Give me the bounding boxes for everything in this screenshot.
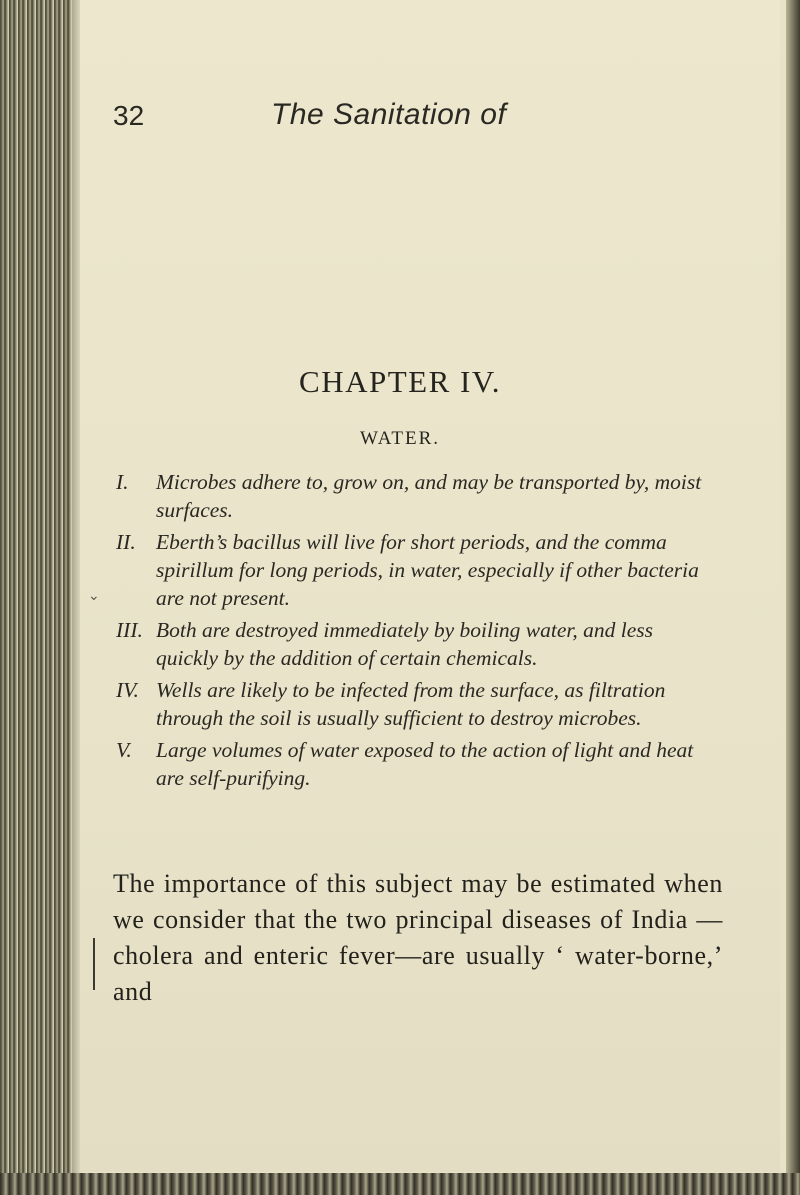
summary-text: Both are destroyed immediately by boiling water, and less quickly by the addition of certain chemicals. (156, 618, 654, 670)
summary-text: Eberth’s bacillus will live for short periods, and the comma spirillum for long periods, in water, especially if other bacteria are not present. (156, 530, 699, 610)
summary-numeral: III. (116, 618, 143, 642)
summary-text: Wells are likely to be infected from the surface, as filtration through the soil is usually sufficient to destroy microbes. (156, 678, 666, 730)
bottom-page-edge (0, 1173, 800, 1195)
chapter-title: CHAPTER IV. (299, 364, 501, 399)
margin-tick-mark: ⌄ (88, 589, 100, 604)
summary-numeral: I. (116, 470, 129, 494)
running-header (113, 100, 633, 140)
section-title: WATER. (359, 428, 441, 449)
chapter-summary-list (116, 468, 720, 796)
summary-item-2 (116, 528, 720, 612)
summary-numeral: V. (116, 738, 132, 762)
margin-pencil-mark (93, 938, 95, 990)
summary-numeral: II. (116, 530, 136, 554)
summary-item-1 (116, 468, 720, 524)
summary-text: Large volumes of water exposed to the action of light and heat are self-purifying. (156, 738, 694, 790)
running-title: The Sanitation of (271, 98, 507, 131)
page-number: 32 (113, 100, 145, 131)
summary-item-4 (116, 676, 720, 732)
book-page-edges (0, 0, 72, 1195)
summary-text: Microbes adhere to, grow on, and may be transported by, moist surfaces. (156, 470, 702, 522)
right-page-edge (786, 0, 800, 1195)
summary-numeral: IV. (116, 678, 139, 702)
summary-item-3 (116, 616, 720, 672)
summary-item-5 (116, 736, 720, 792)
body-paragraph: The importance of this subject may be estimated when we consider that the two principal diseases of India — cholera and enteric fever—are usually ‘ water-borne,’ and (113, 869, 723, 1006)
